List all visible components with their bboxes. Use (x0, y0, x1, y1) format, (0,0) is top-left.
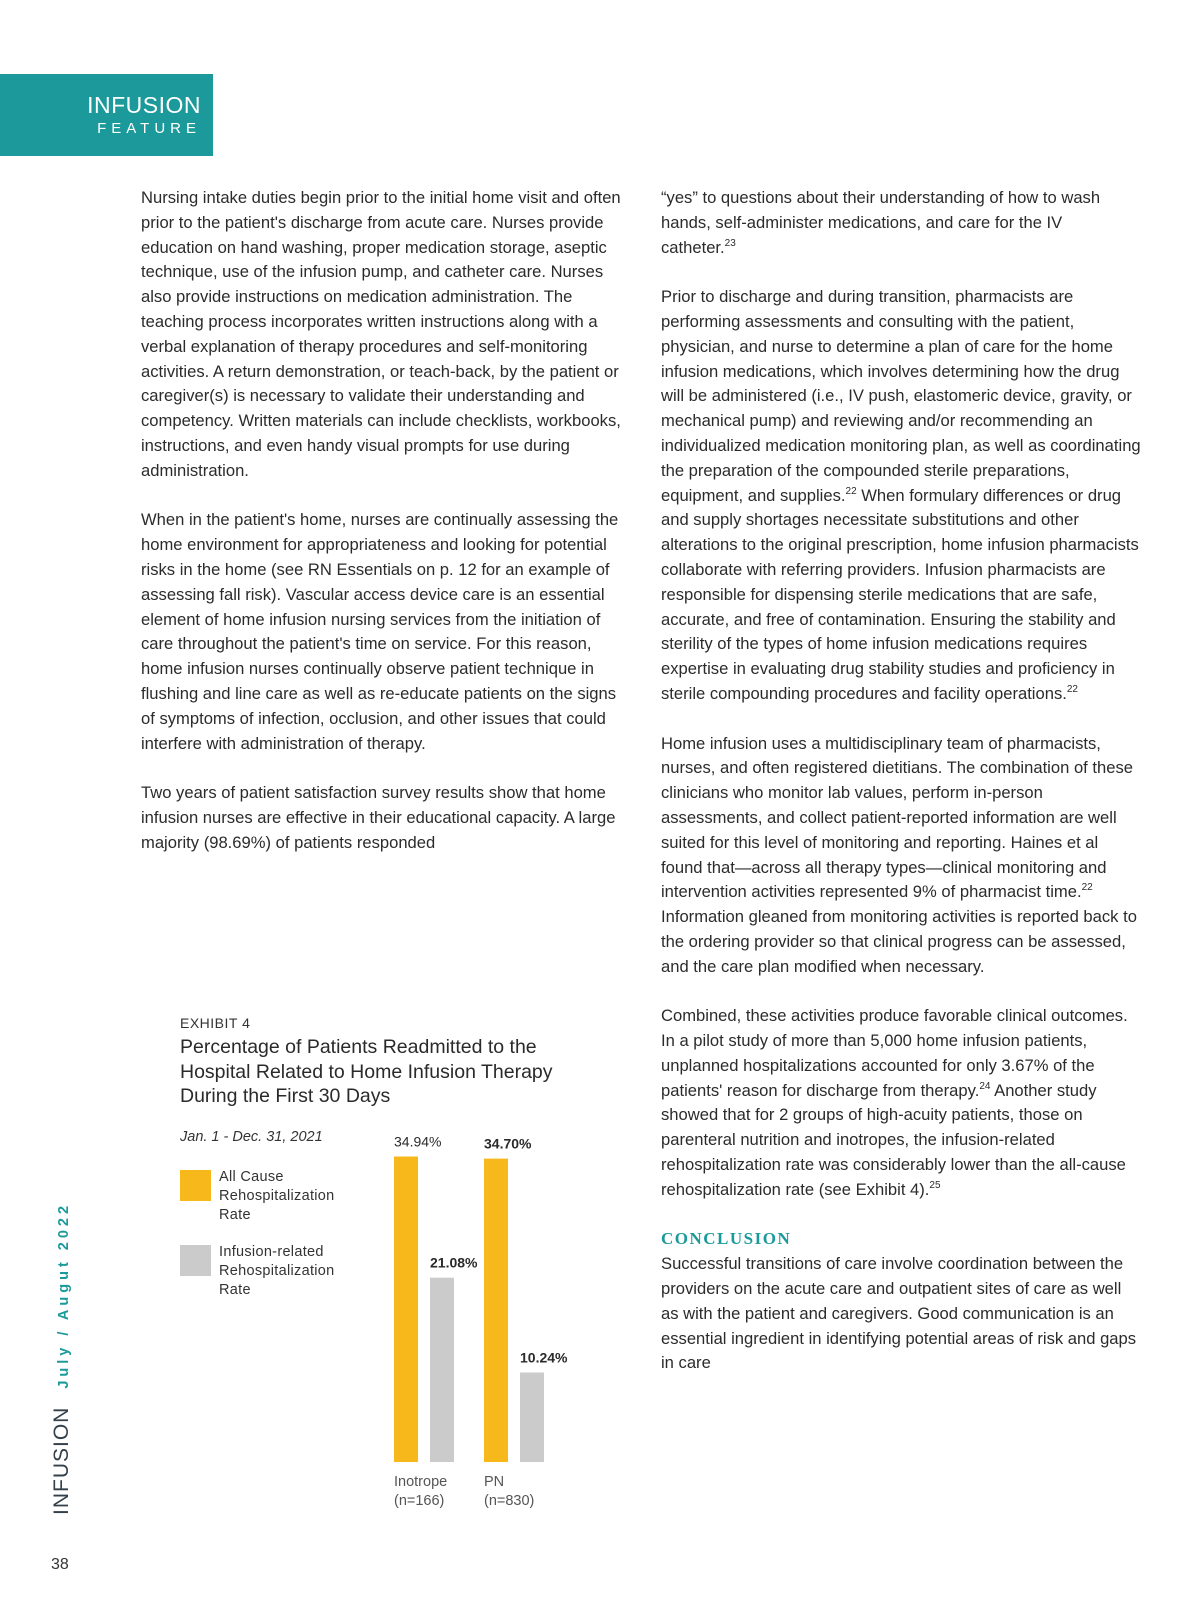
paragraph-text: “yes” to questions about their understanding of how to wash hands, self-administer medications, and care for the IV catheter. (661, 188, 1101, 257)
paragraph-text: Prior to discharge and during transition, pharmacists are performing assessments and consulting with the patient, physician, and nurse to determine a plan of care for the home infusion medications, which involves determining how the drug will be administered (i.e., IV push, elastomeric device, gravity, or mechanical pump) and reviewing and/or recommending an individualized medication monitoring plan, as well as coordinating the preparation of the compounded sterile preparations, equipment, and supplies. (661, 287, 1141, 505)
chart-title: Percentage of Patients Readmitted to the Hospital Related to Home Infusion Therapy During the First 30 Days (180, 1036, 553, 1107)
body-paragraph (661, 1004, 1141, 1202)
conclusion-heading: CONCLUSION (661, 1229, 792, 1249)
section-label: FEATURE (97, 120, 201, 137)
bar-infusion-related-inotrope (430, 1278, 454, 1462)
paragraph-text: Combined, these activities produce favorable clinical outcomes. In a pilot study of more than 5,000 home infusion patients, unplanned hospitalizations accounted for only 3.67% of the patients' reason for discharge from therapy. (661, 1006, 1128, 1100)
reference-superscript: 22 (1066, 683, 1078, 695)
legend-label: All Cause Rehospitalization Rate (219, 1169, 335, 1223)
magazine-logo: INFUSION (87, 92, 201, 118)
reference-superscript: 24 (979, 1080, 991, 1092)
body-paragraph (661, 285, 1141, 707)
left-column (141, 186, 621, 880)
data-label: 10.24% (520, 1349, 568, 1366)
body-paragraph: Nursing intake duties begin prior to the initial home visit and often prior to the patient's discharge from acute care. Nurses provide education on hand washing, proper medication storage, aseptic technique, use of the infusion pump, and catheter care. Nurses also provide instructions on medication administration. The teaching process incorporates written instructions along with a verbal explanation of therapy procedures and self-monitoring activities. A return demonstration, or teach-back, by the patient or caregiver(s) is necessary to validate their understanding and competency. Written materials can include checklists, workbooks, instructions, and even handy visual prompts for use during administration. (141, 188, 621, 480)
paragraph-text: Information gleaned from monitoring activities is reported back to the ordering provider so that clinical progress can be assessed, and the care plan modified when necessary. (661, 907, 1137, 976)
reference-superscript: 25 (929, 1179, 941, 1191)
data-label: 21.08% (430, 1254, 478, 1271)
category-label: (n=830) (484, 1493, 535, 1509)
exhibit-label: EXHIBIT 4 (180, 1015, 251, 1031)
reference-superscript: 23 (724, 237, 736, 249)
category-label: Inotrope (394, 1474, 448, 1490)
sidebar-brand: INFUSION (50, 1406, 73, 1515)
body-paragraph: When in the patient's home, nurses are continually assessing the home environment for appropriateness and looking for potential risks in the home (see RN Essentials on p. 12 for an example of assessing fall risk). Vascular access device care is an essential element of home infusion nursing services from the initiation of care throughout the patient's time on service. For this reason, home infusion nurses continually observe patient technique in flushing and line care as well as re-educate patients on the signs of symptoms of infection, occlusion, and other issues that could interfere with administration of therapy. (141, 510, 619, 753)
section-header-banner (0, 74, 213, 156)
body-paragraph (661, 186, 1141, 260)
paragraph-text: When formulary differences or drug and supply shortages necessitate substitutions and other alterations to the original prescription, home infusion pharmacists collaborate with referring providers. Infusion pharmacists are responsible for dispensing sterile medications that are safe, accurate, and free of contamination. Ensuring the stability and sterility of the types of home infusion medications requires expertise in evaluating drug stability studies and proficiency in sterile compounding procedures and facility operations. (661, 485, 1139, 703)
paragraph-text: Home infusion uses a multidisciplinary team of pharmacists, nurses, and often registered dietitians. The combination of these clinicians who monitor lab values, perform in-person assessments, and collect patient-reported information are well suited for this level of monitoring and reporting. Haines et al found that—across all therapy types—clinical monitoring and intervention activities represented 9% of pharmacist time. (661, 733, 1133, 902)
category-label: (n=166) (394, 1493, 445, 1509)
sidebar-issue-date: July / Augut 2022 (56, 1201, 72, 1389)
conclusion-paragraph: Successful transitions of care involve coordination between the providers on the acute care and outpatient sites of care as well as with the patient and caregivers. Good communication is an essential ingredient in identifying potential areas of risk and gaps in care (661, 1254, 1137, 1373)
right-column (661, 186, 1141, 1401)
reference-superscript: 22 (845, 485, 857, 497)
bar-all-cause-pn (484, 1159, 508, 1462)
exhibit-4 (180, 1015, 610, 1515)
bar-all-cause-inotrope (394, 1157, 418, 1462)
reference-superscript: 22 (1081, 882, 1093, 894)
body-paragraph (661, 732, 1141, 980)
page-number: 38 (51, 1556, 69, 1573)
paragraph-text: Another study showed that for 2 groups of high-acuity patients, those on parenteral nutrition and inotropes, the infusion-related rehospitalization rate was considerably lower than the all-cause rehospitalization rate (see Exhibit 4). (661, 1080, 1126, 1199)
body-paragraph: Two years of patient satisfaction survey results show that home infusion nurses are effective in their educational capacity. A large majority (98.69%) of patients responded (141, 783, 616, 852)
data-label: 34.70% (484, 1135, 532, 1152)
category-label: PN (484, 1474, 505, 1490)
bar-infusion-related-pn (520, 1372, 544, 1462)
data-label: 34.94% (394, 1133, 442, 1150)
vertical-issue-label (50, 1202, 74, 1515)
bar-chart (180, 1015, 610, 1515)
chart-date-range: Jan. 1 - Dec. 31, 2021 (180, 1129, 323, 1145)
legend-label: Infusion-related Rehospitalization Rate (219, 1244, 335, 1298)
